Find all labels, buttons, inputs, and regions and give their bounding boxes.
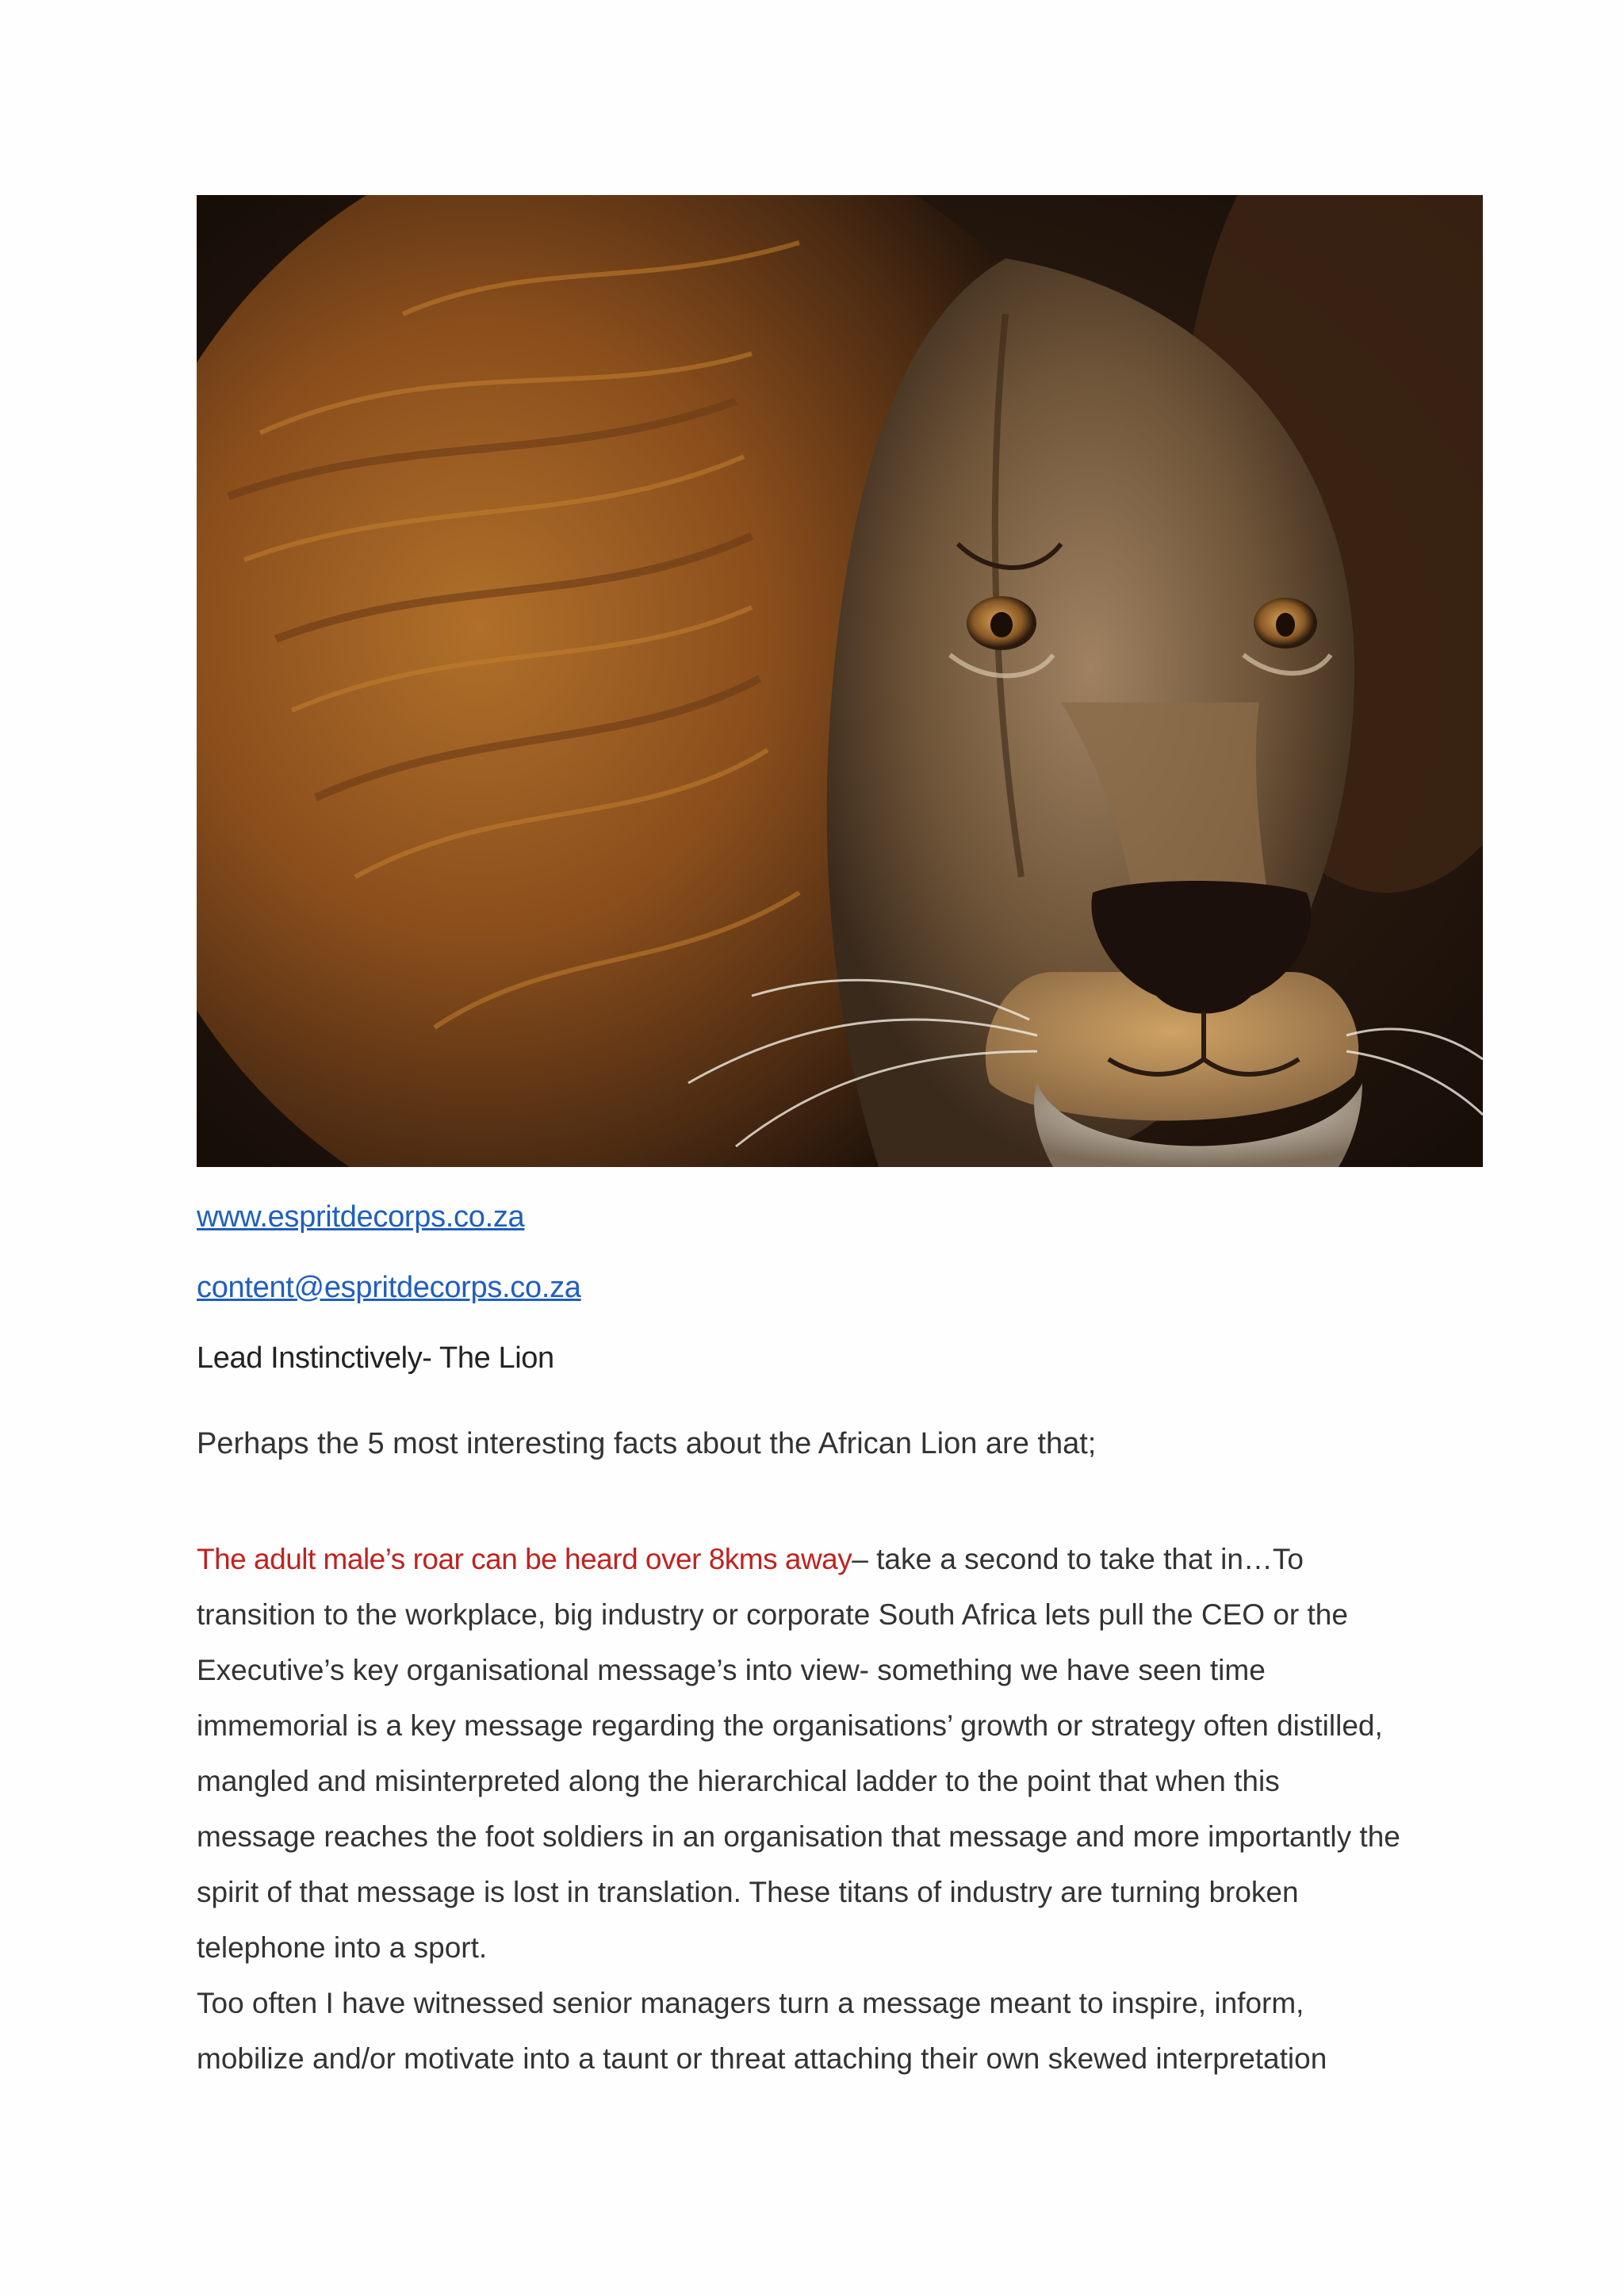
body-line: immemorial is a key message regarding the organisations’ growth or strategy often distilled, (197, 1709, 1383, 1742)
body-line: Executive’s key organisational message’s into view- something we have seen time (197, 1654, 1266, 1686)
lion-photo (197, 195, 1483, 1167)
body-paragraph (197, 1532, 1434, 2087)
website-link[interactable]: www.espritdecorps.co.za (197, 1200, 525, 1234)
body-line: telephone into a sport. (197, 1931, 488, 1964)
article-heading: Lead Instinctively- The Lion (197, 1341, 554, 1375)
lion-illustration (197, 195, 1483, 1167)
email-link[interactable]: content@espritdecorps.co.za (197, 1271, 581, 1304)
body-line: mangled and misinterpreted along the hierarchical ladder to the point that when this (197, 1765, 1280, 1797)
intro-paragraph: Perhaps the 5 most interesting facts about the African Lion are that; (197, 1427, 1097, 1460)
body-line: mobilize and/or motivate into a taunt or threat attaching their own skewed interpretation (197, 2042, 1327, 2075)
highlighted-fact: The adult male’s roar can be heard over 8kms away (197, 1543, 852, 1575)
body-line-1 (197, 1532, 1434, 1587)
body-line: spirit of that message is lost in translation. These titans of industry are turning broken (197, 1876, 1299, 1908)
body-line-1-rest: – take a second to take that in…To (852, 1543, 1304, 1575)
body-line: Too often I have witnessed senior managers turn a message meant to inspire, inform, (197, 1987, 1304, 2019)
body-line: message reaches the foot soldiers in an organisation that message and more importantly the (197, 1820, 1400, 1853)
body-line: transition to the workplace, big industry or corporate South Africa lets pull the CEO or the (197, 1598, 1348, 1631)
